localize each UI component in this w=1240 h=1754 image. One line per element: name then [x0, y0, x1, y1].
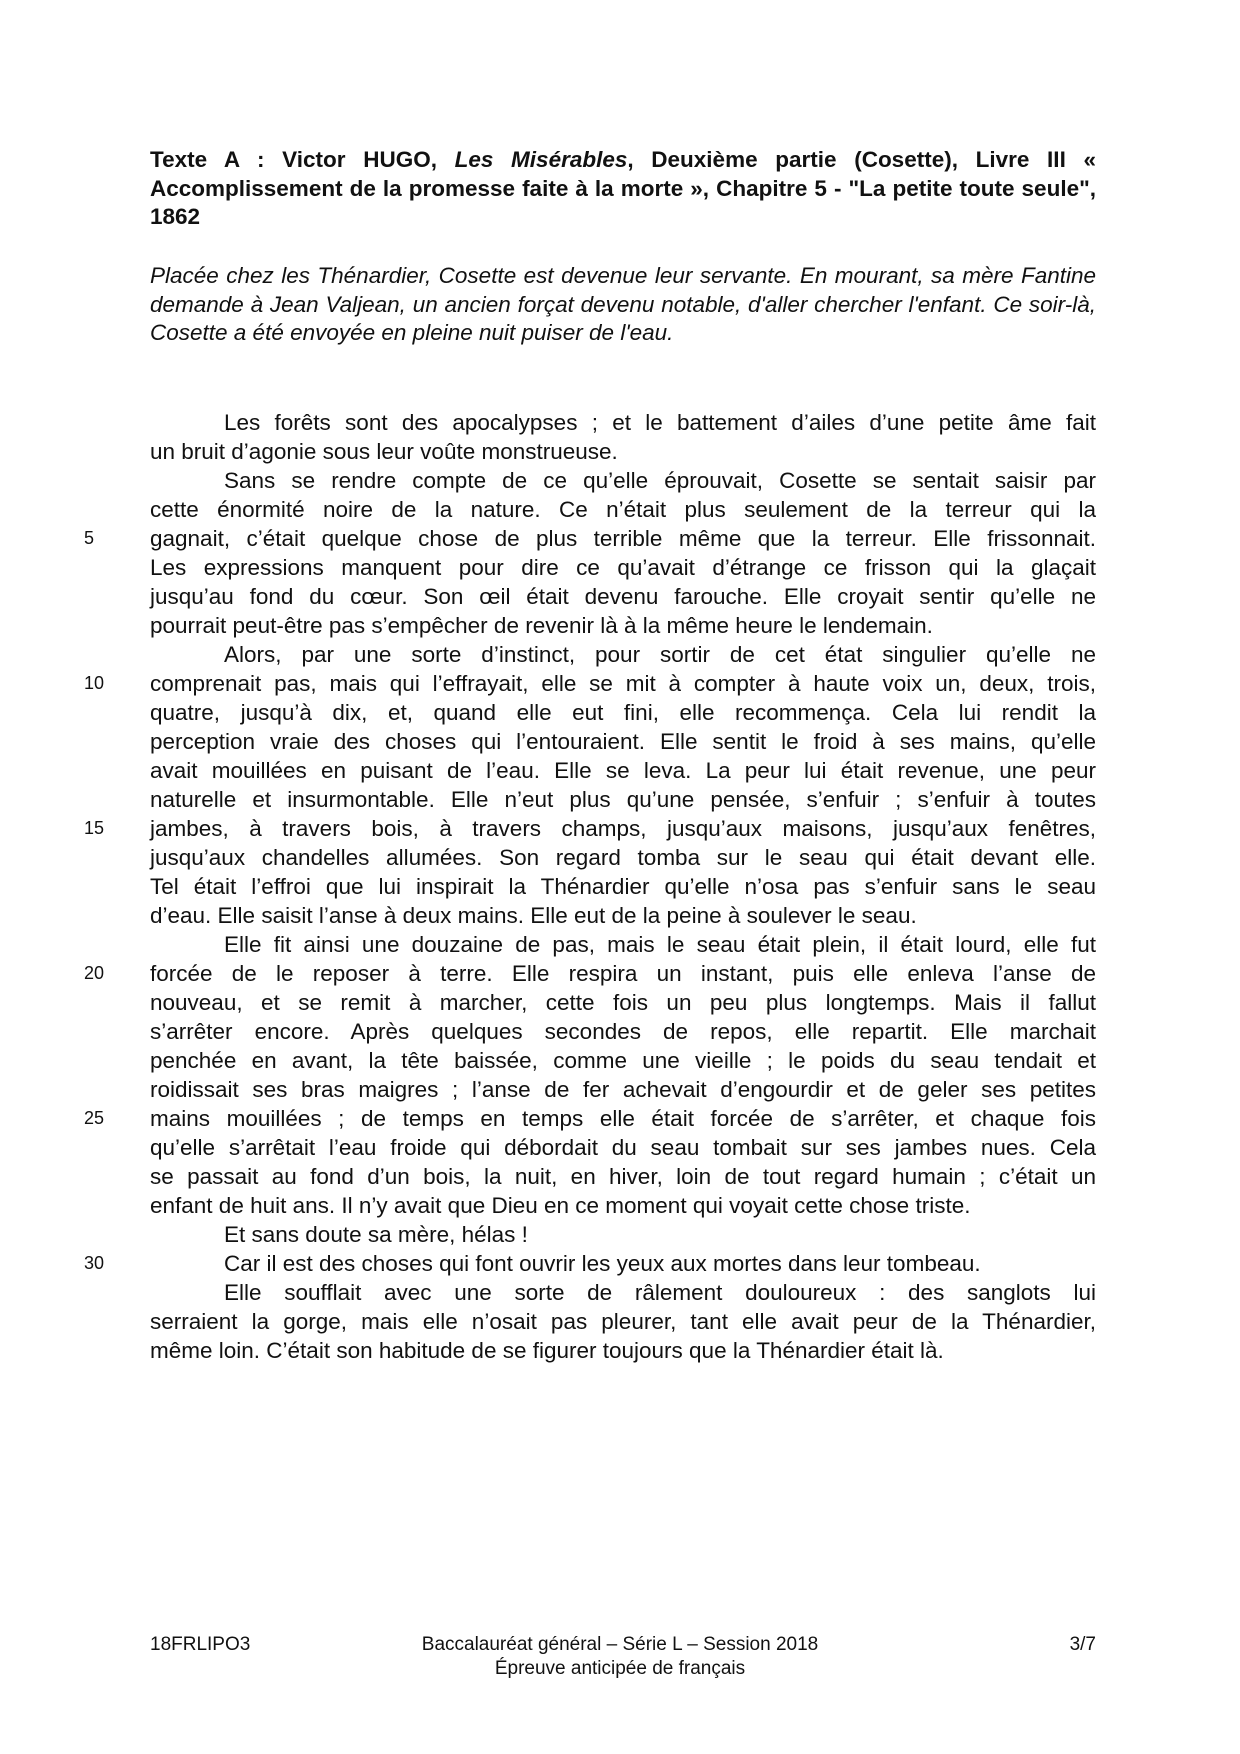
excerpt-line-6: Les expressions manquent pour dire ce qu’avait d’étrange ce frisson qui la glaçait [150, 555, 1096, 580]
excerpt-line-21: nouveau, et se remit à marcher, cette fois un peu plus longtemps. Mais il fallut [150, 990, 1096, 1015]
excerpt-line-5: gagnait, c’était quelque chose de plus terrible même que la terreur. Elle frissonnait. [150, 526, 1096, 551]
excerpt-line-19: Elle fit ainsi une douzaine de pas, mais le seau était plein, il était lourd, elle fut [224, 932, 1096, 957]
excerpt-line-28: enfant de huit ans. Il n’y avait que Dieu en ce moment qui voyait cette chose triste. [150, 1193, 971, 1218]
excerpt-line-30: Car il est des choses qui font ouvrir les yeux aux mortes dans leur tombeau. [224, 1251, 981, 1276]
excerpt-body [150, 408, 1096, 1365]
book-title: Les Misérables [454, 147, 628, 172]
excerpt-line-23: penchée en avant, la tête baissée, comme une vieille ; le poids du seau tendait et [150, 1048, 1096, 1073]
excerpt-line-7: jusqu’au fond du cœur. Son œil était devenu farouche. Elle croyait sentir qu’elle ne [150, 584, 1096, 609]
excerpt-line-15: jambes, à travers bois, à travers champs, jusqu’aux maisons, jusqu’aux fenêtres, [150, 816, 1096, 841]
excerpt-line-26: qu’elle s’arrêtait l’eau froide qui débordait du seau tombait sur ses jambes nues. Cela [150, 1135, 1096, 1160]
heading-suffix: , Deuxième partie (Cosette), Livre III « Accomplissement de la promesse faite à la morte », Chapitre 5 - "La petite toute seule", 1862 [150, 147, 1096, 229]
excerpt-line-2: un bruit d’agonie sous leur voûte monstrueuse. [150, 439, 618, 464]
excerpt-line-12: perception vraie des choses qui l’entouraient. Elle sentit le froid à ses mains, qu’elle [150, 729, 1096, 754]
line-number: 25 [84, 1108, 105, 1128]
footer-subject-code: 18FRLIPO3 [150, 1634, 251, 1655]
excerpt-line-32: serraient la gorge, mais elle n’osait pas pleurer, tant elle avait peur de la Thénardier, [150, 1309, 1096, 1334]
excerpt-line-22: s’arrêter encore. Après quelques secondes de repos, elle repartit. Elle marchait [150, 1019, 1096, 1044]
footer-exam-line-1: Baccalauréat général – Série L – Session 2018 [421, 1634, 819, 1655]
line-number: 20 [84, 963, 105, 983]
excerpt-line-29: Et sans doute sa mère, hélas ! [224, 1222, 528, 1247]
excerpt-line-9: Alors, par une sorte d’instinct, pour sortir de cet état singulier qu’elle ne [224, 642, 1096, 667]
excerpt-line-25: mains mouillées ; de temps en temps elle était forcée de s’arrêter, et chaque fois [150, 1106, 1096, 1131]
text-heading [150, 146, 1096, 232]
footer-exam-info [370, 1633, 870, 1681]
excerpt-line-16: jusqu’aux chandelles allumées. Son regard tomba sur le seau qui était devant elle. [150, 845, 1096, 870]
excerpt-line-11: quatre, jusqu’à dix, et, quand elle eut fini, elle recommença. Cela lui rendit la [150, 700, 1096, 725]
excerpt-line-17: Tel était l’effroi que lui inspirait la Thénardier qu’elle n’osa pas s’enfuir sans le seau [150, 874, 1096, 899]
excerpt-line-4: cette énormité noire de la nature. Ce n’était plus seulement de la terreur qui la [150, 497, 1096, 522]
line-number: 30 [84, 1253, 105, 1273]
intro-paragraph: Placée chez les Thénardier, Cosette est devenue leur servante. En mourant, sa mère Fantine demande à Jean Valjean, un ancien forçat devenu notable, d'aller chercher l'enfant. Ce soir-là, Cosette a été envoyée en pleine nuit puiser de l'eau. [150, 263, 1096, 345]
excerpt-line-31: Elle soufflait avec une sorte de râlement douloureux : des sanglots lui [224, 1280, 1096, 1305]
footer-exam-line-2: Épreuve anticipée de français [494, 1658, 746, 1679]
excerpt-line-10: comprenait pas, mais qui l’effrayait, elle se mit à compter à haute voix un, deux, trois, [150, 671, 1096, 696]
excerpt-line-27: se passait au fond d’un bois, la nuit, en hiver, loin de tout regard humain ; c’était un [150, 1164, 1096, 1189]
line-number: 15 [84, 818, 105, 838]
line-number: 5 [84, 528, 95, 548]
excerpt-line-24: roidissait ses bras maigres ; l’anse de fer achevait d’engourdir et de geler ses petites [150, 1077, 1096, 1102]
excerpt-line-3: Sans se rendre compte de ce qu’elle éprouvait, Cosette se sentait saisir par [224, 468, 1096, 493]
excerpt-line-18: d’eau. Elle saisit l’anse à deux mains. Elle eut de la peine à soulever le seau. [150, 903, 917, 928]
heading-prefix: Texte A : Victor HUGO, [150, 147, 455, 172]
footer-page-number: 3/7 [1069, 1634, 1096, 1655]
excerpt-line-13: avait mouillées en puisant de l’eau. Elle se leva. La peur lui était revenue, une peur [150, 758, 1096, 783]
excerpt-line-33: même loin. C’était son habitude de se figurer toujours que la Thénardier était là. [150, 1338, 944, 1363]
line-number: 10 [84, 673, 105, 693]
excerpt-line-1: Les forêts sont des apocalypses ; et le battement d’ailes d’une petite âme fait [224, 410, 1096, 435]
excerpt-line-8: pourrait peut-être pas s’empêcher de revenir là à la même heure le lendemain. [150, 613, 933, 638]
excerpt-line-14: naturelle et insurmontable. Elle n’eut plus qu’une pensée, s’enfuir ; s’enfuir à toutes [150, 787, 1096, 812]
excerpt-line-20: forcée de le reposer à terre. Elle respira un instant, puis elle enleva l’anse de [150, 961, 1096, 986]
